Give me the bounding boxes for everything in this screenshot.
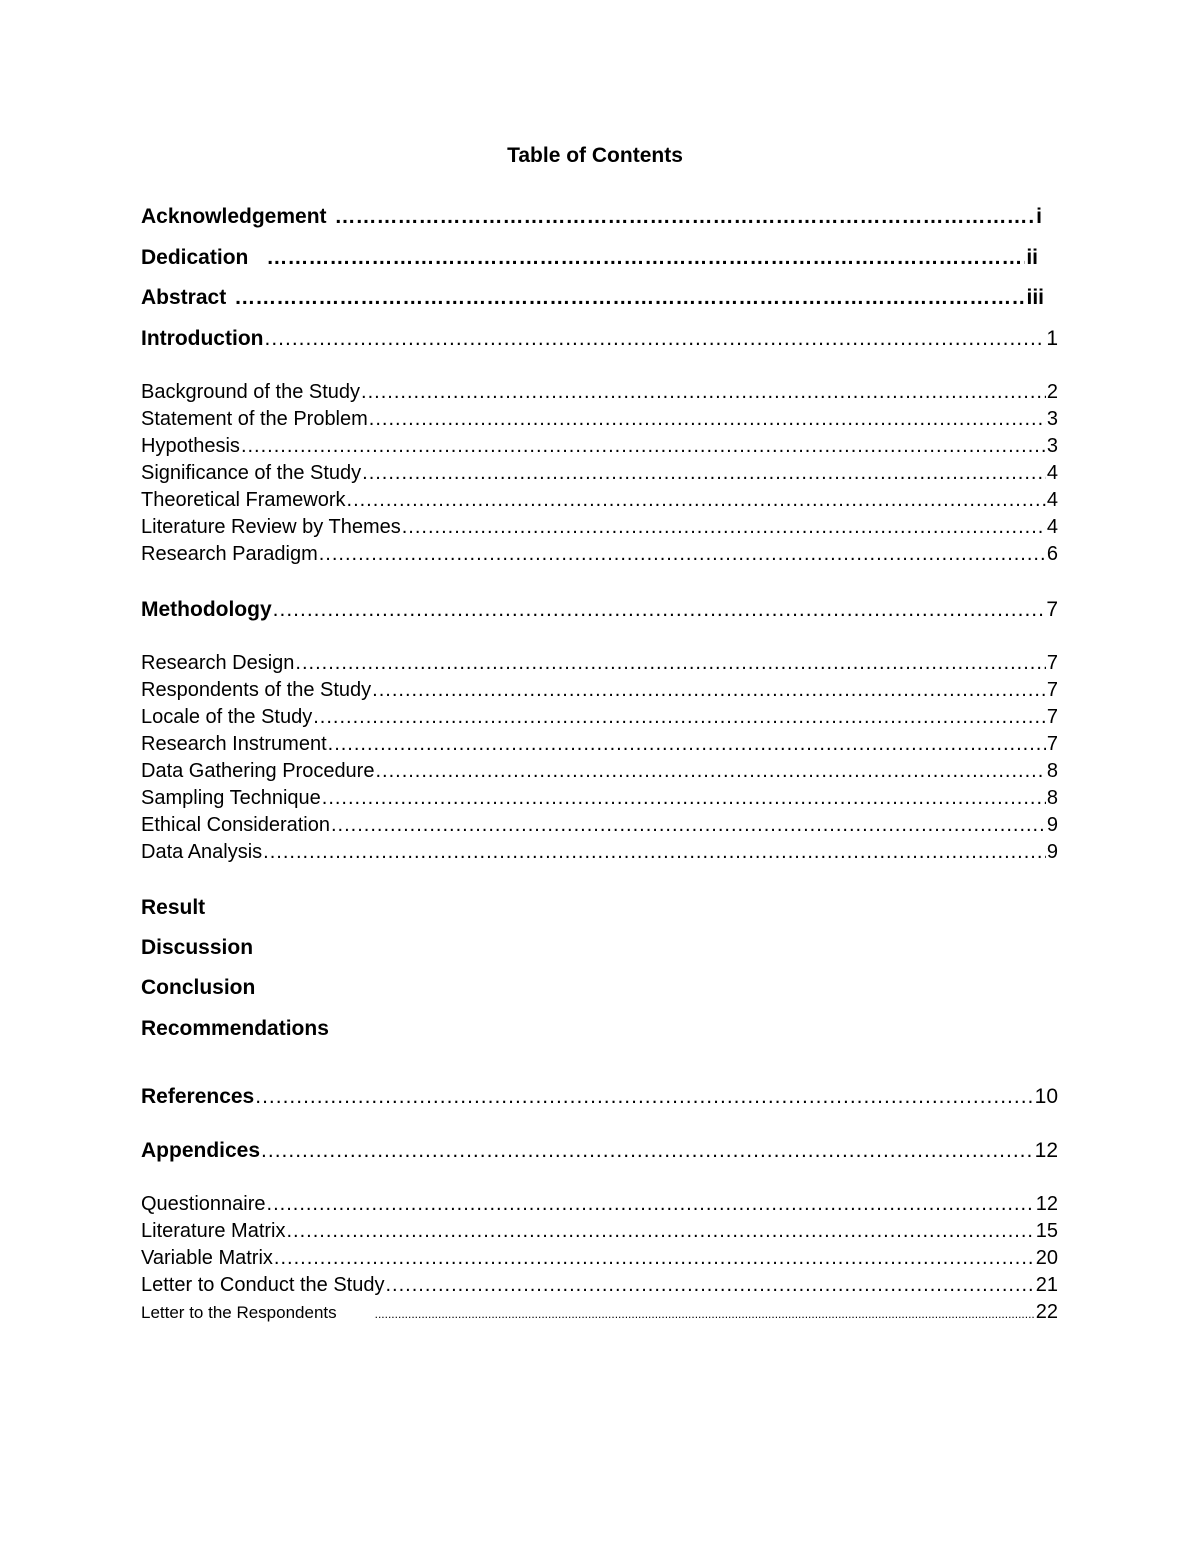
toc-label: Locale of the Study xyxy=(141,706,313,728)
toc-entry-dedication xyxy=(141,245,1058,271)
toc-entry xyxy=(141,407,1058,431)
toc-entry xyxy=(141,813,1058,837)
dot-leader xyxy=(261,1138,1034,1164)
dot-leader xyxy=(402,515,1046,539)
dot-leader xyxy=(295,651,1045,675)
toc-entry xyxy=(141,380,1058,404)
dot-leader xyxy=(362,461,1046,485)
toc-page-number: 7 xyxy=(1046,652,1058,674)
toc-label: Literature Matrix xyxy=(141,1220,286,1242)
toc-label: Statement of the Problem xyxy=(141,408,368,430)
toc-page-number: 6 xyxy=(1046,543,1058,565)
toc-page-number: 8 xyxy=(1046,760,1058,782)
toc-entry xyxy=(141,461,1058,485)
toc-entry xyxy=(141,651,1058,675)
toc-entry xyxy=(141,515,1058,539)
dot-leader xyxy=(274,1246,1035,1270)
toc-label: Acknowledgement xyxy=(141,205,327,228)
toc-label: Respondents of the Study xyxy=(141,679,372,701)
page-title: Table of Contents xyxy=(507,144,683,167)
toc-page-number: i xyxy=(1036,205,1042,228)
toc-page-number: 20 xyxy=(1035,1247,1058,1269)
dot-leader xyxy=(322,786,1046,810)
toc-page-number: 3 xyxy=(1046,408,1058,430)
toc-page-number: 4 xyxy=(1046,489,1058,511)
toc-entry xyxy=(141,840,1058,864)
dot-leader xyxy=(319,542,1046,566)
toc-entry-acknowledgement xyxy=(141,204,1058,230)
dot-leader xyxy=(369,407,1046,431)
toc-page-number: ii xyxy=(1026,246,1038,269)
dot-leader xyxy=(313,705,1046,729)
toc-entry-introduction xyxy=(141,326,1058,352)
toc-label: Sampling Technique xyxy=(141,787,321,809)
toc-label: Dedication xyxy=(141,246,249,269)
dot-leader xyxy=(361,380,1046,404)
dot-leader xyxy=(241,434,1046,458)
toc-heading-recommendations: Recommendations xyxy=(141,1017,329,1040)
dot-leader xyxy=(328,732,1046,756)
toc-label: Theoretical Framework xyxy=(141,489,346,511)
toc-page-number: 7 xyxy=(1046,706,1058,728)
toc-entry xyxy=(141,1246,1058,1270)
dot-leader xyxy=(331,813,1046,837)
toc-label: Abstract xyxy=(141,286,227,309)
toc-label: Research Design xyxy=(141,652,295,674)
toc-page-number: 3 xyxy=(1046,435,1058,457)
toc-page-number: 10 xyxy=(1034,1085,1058,1108)
toc-label: Ethical Consideration xyxy=(141,814,330,836)
toc-label: Appendices xyxy=(141,1139,261,1162)
dot-leader xyxy=(386,1273,1035,1297)
toc-page-number: 12 xyxy=(1034,1139,1058,1162)
dot-leader xyxy=(375,759,1045,783)
toc-entry xyxy=(141,1301,1058,1325)
toc-entry-references xyxy=(141,1084,1058,1110)
toc-label: References xyxy=(141,1085,255,1108)
toc-label: Background of the Study xyxy=(141,381,361,403)
toc-entry xyxy=(141,434,1058,458)
toc-page-number: 4 xyxy=(1046,462,1058,484)
toc-heading-conclusion: Conclusion xyxy=(141,976,256,999)
toc-entry-abstract xyxy=(141,285,1058,311)
toc-entry xyxy=(141,542,1058,566)
toc-entry xyxy=(141,1219,1058,1243)
toc-entry-appendices xyxy=(141,1138,1058,1164)
dot-leader xyxy=(267,1192,1035,1216)
dot-leader xyxy=(263,840,1046,864)
toc-page-number: 15 xyxy=(1035,1220,1058,1242)
toc-page-number: 4 xyxy=(1046,516,1058,538)
toc-label: Literature Review by Themes xyxy=(141,516,401,538)
toc-label: Data Gathering Procedure xyxy=(141,760,375,782)
toc-page-number: 2 xyxy=(1046,381,1058,403)
dot-leader xyxy=(255,1084,1033,1110)
dot-leader xyxy=(264,326,1045,352)
dot-leader xyxy=(347,488,1046,512)
dot-leader xyxy=(273,597,1046,623)
dot-leader xyxy=(266,245,1025,271)
toc-entry xyxy=(141,786,1058,810)
toc-heading-result: Result xyxy=(141,896,206,919)
toc-page-number: 7 xyxy=(1046,679,1058,701)
toc-page-number: 12 xyxy=(1035,1193,1058,1215)
toc-page-number: 7 xyxy=(1046,733,1058,755)
toc-entry xyxy=(141,678,1058,702)
toc-entry xyxy=(141,759,1058,783)
toc-page-number: 21 xyxy=(1035,1274,1058,1296)
toc-entry xyxy=(141,1273,1058,1297)
toc-page-number: 9 xyxy=(1046,841,1058,863)
toc-label: Variable Matrix xyxy=(141,1247,273,1269)
toc-page-number: 9 xyxy=(1046,814,1058,836)
dot-leader xyxy=(375,1303,1035,1325)
toc-label: Questionnaire xyxy=(141,1193,266,1215)
toc-label: Data Analysis xyxy=(141,841,263,863)
toc-heading-discussion: Discussion xyxy=(141,936,254,959)
toc-page-number: 22 xyxy=(1035,1301,1058,1323)
toc-label: Letter to Conduct the Study xyxy=(141,1274,385,1296)
toc-entry-methodology xyxy=(141,597,1058,623)
toc-label: Research Paradigm xyxy=(141,543,318,565)
toc-entry xyxy=(141,1192,1058,1216)
toc-page-number: 8 xyxy=(1046,787,1058,809)
toc-label: Hypothesis xyxy=(141,435,240,457)
toc-entry xyxy=(141,732,1058,756)
toc-entry xyxy=(141,705,1058,729)
dot-leader xyxy=(234,285,1025,311)
toc-page-number: 1 xyxy=(1046,327,1058,350)
dot-leader xyxy=(335,204,1036,230)
toc-label: Significance of the Study xyxy=(141,462,362,484)
toc-label: Methodology xyxy=(141,598,272,621)
dot-leader xyxy=(287,1219,1035,1243)
toc-entry xyxy=(141,488,1058,512)
toc-label: Research Instrument xyxy=(141,733,327,755)
toc-label: Letter to the Respondents xyxy=(141,1303,337,1322)
toc-page-number: 7 xyxy=(1046,598,1058,621)
dot-leader xyxy=(372,678,1046,702)
toc-label: Introduction xyxy=(141,327,264,350)
toc-page-number: iii xyxy=(1026,286,1044,309)
